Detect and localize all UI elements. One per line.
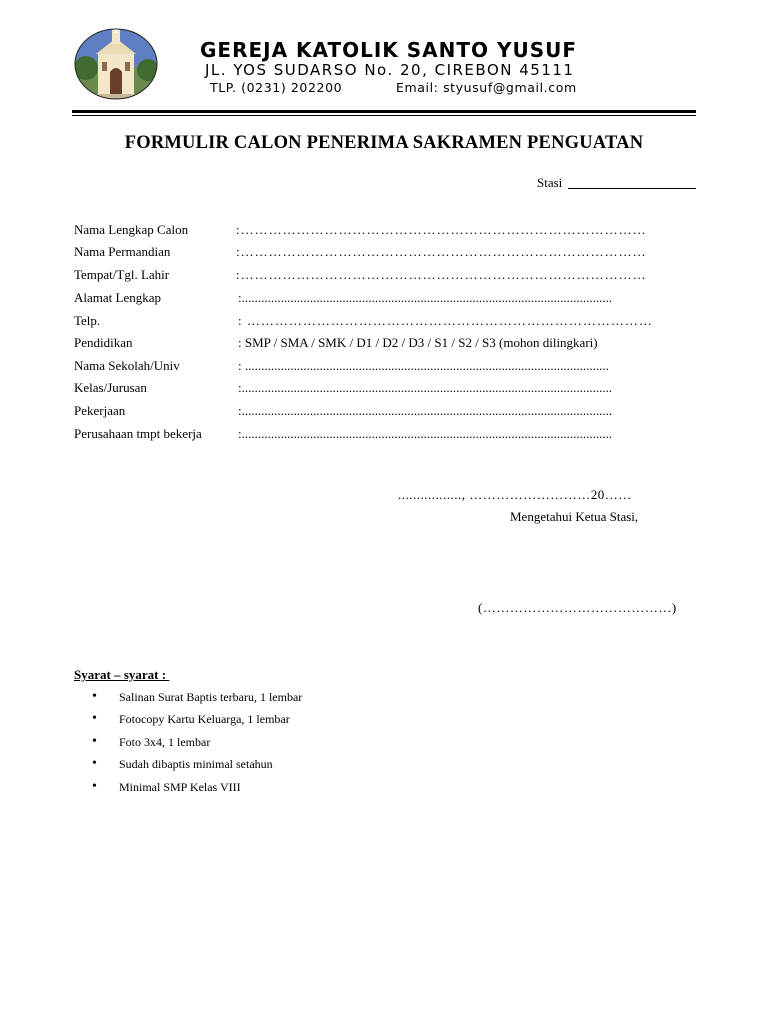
field-label: Nama Sekolah/Univ bbox=[74, 358, 180, 373]
field-value[interactable]: :…………………………………………………………………………… bbox=[236, 267, 647, 282]
requirement-text: Foto 3x4, 1 lembar bbox=[119, 734, 211, 749]
field-value[interactable]: : ................................................................................................................ bbox=[238, 358, 609, 373]
signature-name-line[interactable]: (……………………………………) bbox=[478, 600, 677, 615]
requirement-text: Sudah dibaptis minimal setahun bbox=[119, 757, 273, 772]
field-telp[interactable] bbox=[74, 313, 698, 333]
field-value[interactable]: :.................................................................................................................. bbox=[238, 426, 613, 441]
field-alamat-lengkap[interactable] bbox=[74, 290, 698, 310]
church-address: JL. YOS SUDARSO No. 20, CIREBON 45111 bbox=[205, 61, 575, 79]
signature-date-line[interactable]: ................., ………………………20…… bbox=[398, 487, 632, 502]
field-label: Telp. bbox=[74, 313, 101, 328]
field-value[interactable]: :…………………………………………………………………………… bbox=[236, 222, 647, 237]
field-label: Nama Permandian bbox=[74, 244, 171, 259]
church-logo-icon bbox=[74, 28, 158, 100]
field-label: Tempat/Tgl. Lahir bbox=[74, 267, 170, 282]
field-value[interactable]: : …………………………………………………………………………… bbox=[238, 313, 653, 328]
requirement-text: Minimal SMP Kelas VIII bbox=[119, 779, 241, 794]
church-name: GEREJA KATOLIK SANTO YUSUF bbox=[200, 38, 577, 62]
stasi-input-line[interactable] bbox=[568, 188, 696, 189]
form-title: FORMULIR CALON PENERIMA SAKRAMEN PENGUATAN bbox=[124, 133, 644, 153]
requirements-title: Syarat – syarat : bbox=[74, 667, 170, 682]
bullet-icon: • bbox=[92, 778, 97, 794]
field-label: Perusahaan tmpt bekerja bbox=[74, 426, 202, 441]
field-nama-permandian[interactable] bbox=[74, 244, 698, 264]
field-value[interactable]: :…………………………………………………………………………… bbox=[236, 244, 647, 259]
field-label: Pendidikan bbox=[74, 335, 133, 350]
requirements-list bbox=[92, 688, 302, 800]
list-item bbox=[92, 710, 302, 732]
bullet-icon: • bbox=[92, 733, 97, 749]
requirement-text: Salinan Surat Baptis terbaru, 1 lembar bbox=[119, 690, 303, 704]
field-value[interactable]: :.................................................................................................................. bbox=[238, 403, 613, 418]
list-item bbox=[92, 778, 302, 800]
field-label: Nama Lengkap Calon bbox=[74, 222, 189, 237]
field-label: Kelas/Jurusan bbox=[74, 380, 147, 395]
field-pekerjaan[interactable] bbox=[74, 403, 698, 423]
stasi-label: Stasi bbox=[537, 175, 563, 190]
header-divider-thick bbox=[72, 110, 696, 113]
header-divider-thin bbox=[72, 115, 696, 116]
field-nama-lengkap[interactable] bbox=[74, 222, 698, 242]
list-item bbox=[92, 733, 302, 755]
field-label: Pekerjaan bbox=[74, 403, 126, 418]
field-tempat-tgl-lahir[interactable] bbox=[74, 267, 698, 287]
field-label: Alamat Lengkap bbox=[74, 290, 161, 305]
bullet-icon: • bbox=[92, 756, 97, 772]
church-phone: TLP. (0231) 202200 bbox=[210, 80, 343, 95]
list-item bbox=[92, 755, 302, 777]
field-perusahaan[interactable] bbox=[74, 426, 698, 446]
church-email: Email: styusuf@gmail.com bbox=[396, 80, 577, 95]
field-value[interactable]: :.................................................................................................................. bbox=[238, 290, 613, 305]
bullet-icon: • bbox=[92, 711, 97, 727]
list-item bbox=[92, 688, 302, 710]
field-kelas-jurusan[interactable] bbox=[74, 380, 698, 400]
field-nama-sekolah[interactable] bbox=[74, 358, 698, 378]
field-pendidikan[interactable] bbox=[74, 335, 698, 355]
field-value[interactable]: : SMP / SMA / SMK / D1 / D2 / D3 / S1 / S2 / S3 (mohon dilingkari) bbox=[238, 335, 598, 350]
signature-approval-label: Mengetahui Ketua Stasi, bbox=[510, 509, 639, 524]
field-value[interactable]: :.................................................................................................................. bbox=[238, 380, 613, 395]
bullet-icon: • bbox=[92, 689, 97, 704]
requirement-text: Fotocopy Kartu Keluarga, 1 lembar bbox=[119, 712, 290, 727]
